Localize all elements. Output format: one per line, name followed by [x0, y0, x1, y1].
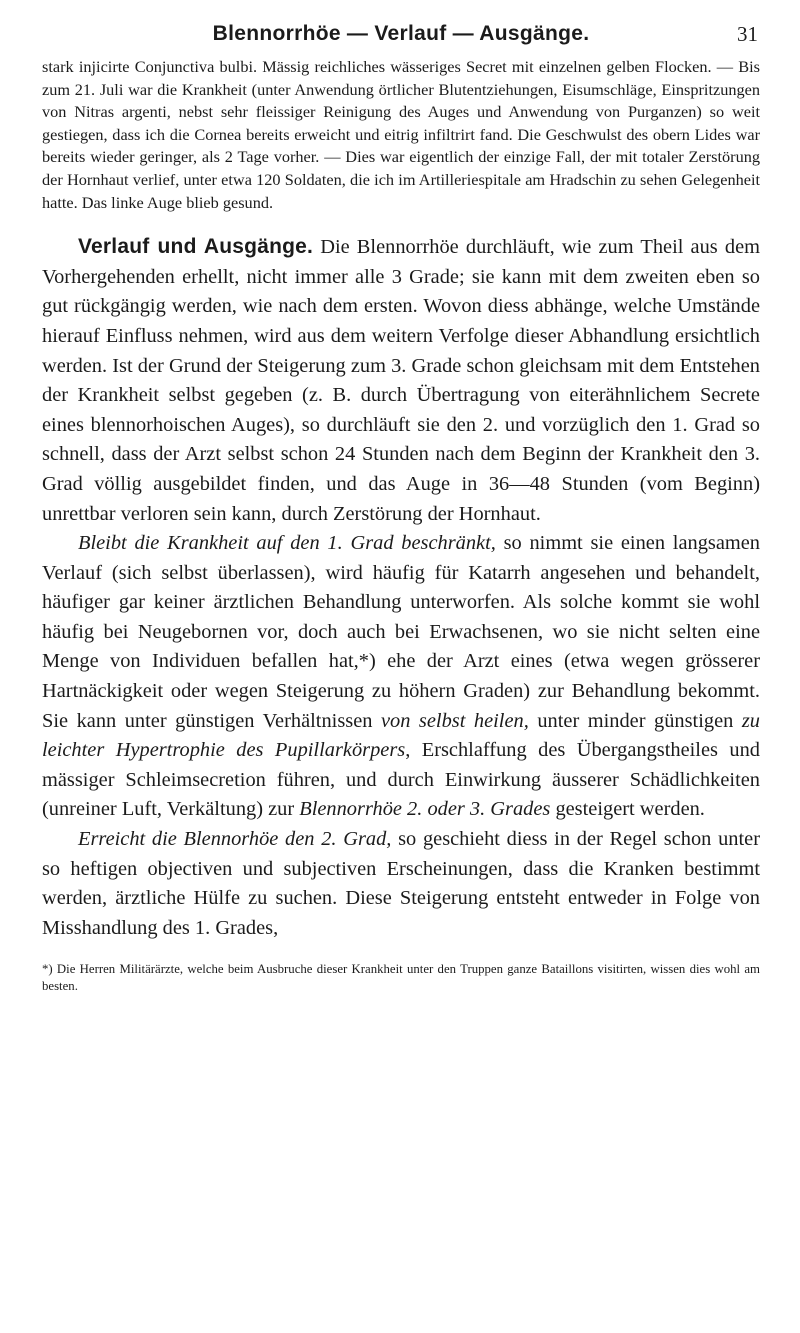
second-degree-lead: Erreicht die Blennorhöe den 2. Grad,	[78, 828, 392, 851]
self-healing-phrase: von selbst heilen,	[380, 709, 529, 732]
hypertrophy-phrase: zu leichter Hypertrophie des Pupillarkörpers	[42, 709, 760, 762]
first-degree-text-2: unter minder günstigen	[528, 709, 742, 732]
footnote: *) Die Herren Militärärzte, welche beim Ausbruche dieser Krankheit unter den Truppen ganze Bataillons visitirten, wissen dies wohl am besten.	[42, 962, 760, 994]
section-heading: Verlauf und Ausgänge.	[78, 235, 314, 259]
first-degree-text-4: gesteigert werden.	[550, 798, 705, 821]
first-degree-lead: Bleibt die Krankheit auf den 1. Grad beschränkt,	[78, 532, 496, 555]
blennorrhoea-grade-phrase: Blennorrhöe 2. oder 3. Grades	[299, 798, 551, 821]
course-text: Die Blennorrhöe durchläuft, wie zum Theil aus dem Vorhergehenden erhellt, nicht immer alle 3 Grade; sie kann mit dem zweiten eben so gut rückgängig werden, wie nach dem ersten. Wovon diess abhänge, welche Umstände hierauf Einfluss nehmen, wird aus dem weitern Verfolge dieser Abhandlung ersichtlich werden. Ist der Grund der Steigerung zum 3. Grade schon gleichsam mit dem Entstehen der Krankheit selbst gegeben (z. B. durch Übertragung von eiterähnlichem Secrete eines blennorhoischen Auges), so durchläuft sie den 2. und vorzüglich den 1. Grad so schnell, dass der Arzt selbst schon 24 Stunden nach dem Beginn der Krankheit den 3. Grad völlig ausgebildet finden, und das Auge in 36—48 Stunden (vom Beginn) unrettbar verloren sein kann, durch Zerstörung der Hornhaut.	[42, 236, 760, 525]
first-degree-text-3: , Erschlaffung des Übergangstheiles und mässiger Schleimsecretion führen, und durch Einwirkung äusserer Schädlichkeiten (unreiner Luft, Verkältung) zur	[42, 739, 760, 821]
second-degree-paragraph	[42, 825, 760, 943]
course-and-outcomes-paragraph	[42, 232, 760, 529]
page-header	[42, 22, 760, 52]
first-degree-text-1: so nimmt sie einen langsamen Verlauf (sich selbst überlassen), wird häufig für Katarrh angesehen und behandelt, häufiger gar keiner ärztlichen Behandlung unterworfen. Als solche kommt sie wohl häufig bei Neugebornen vor, doch auch bei Erwachsenen, wo sie nicht selten eine Menge von Individuen befallen hat,*) ehe der Arzt eines (etwa wegen grösserer Hartnäckigkeit oder wegen Steigerung zu höhern Graden) zur Behandlung bekommt. Sie kann unter günstigen Verhältnissen	[42, 532, 760, 732]
case-report-paragraph: stark injicirte Conjunctiva bulbi. Mässig reichliches wässeriges Secret mit einzelnen gelben Flocken. — Bis zum 21. Juli war die Krankheit (unter Anwendung örtlicher Blutentziehungen, Eisumschläge, Einspritzungen von Nitras argenti, nebst sehr fleissiger Reinigung des Auges und Anwendung von Purganzen) so weit gestiegen, dass ich die Cornea bereits erweicht und eitrig infiltrirt fand. Die Geschwulst des obern Lides war bereits wieder geringer, als 2 Tage vorher. — Dies war eigentlich der einzige Fall, der mit totaler Zerstörung der Hornhaut verlief, unter etwa 120 Soldaten, die ich im Artilleriespitale am Hradschin zu sehen Gelegenheit hatte. Das linke Auge blieb gesund.	[42, 57, 760, 212]
running-head: Blennorrhöe — Verlauf — Ausgänge.	[212, 22, 590, 45]
page-number: 31	[737, 22, 758, 46]
first-degree-paragraph	[42, 529, 760, 825]
second-degree-text: so geschieht diess in der Regel schon unter so heftigen objectiven und subjectiven Erscheinungen, dass die Kranken bestimmt werden, ärztliche Hülfe zu suchen. Diese Steigerung entsteht entweder in Folge von Misshandlung des 1. Grades,	[42, 828, 760, 939]
